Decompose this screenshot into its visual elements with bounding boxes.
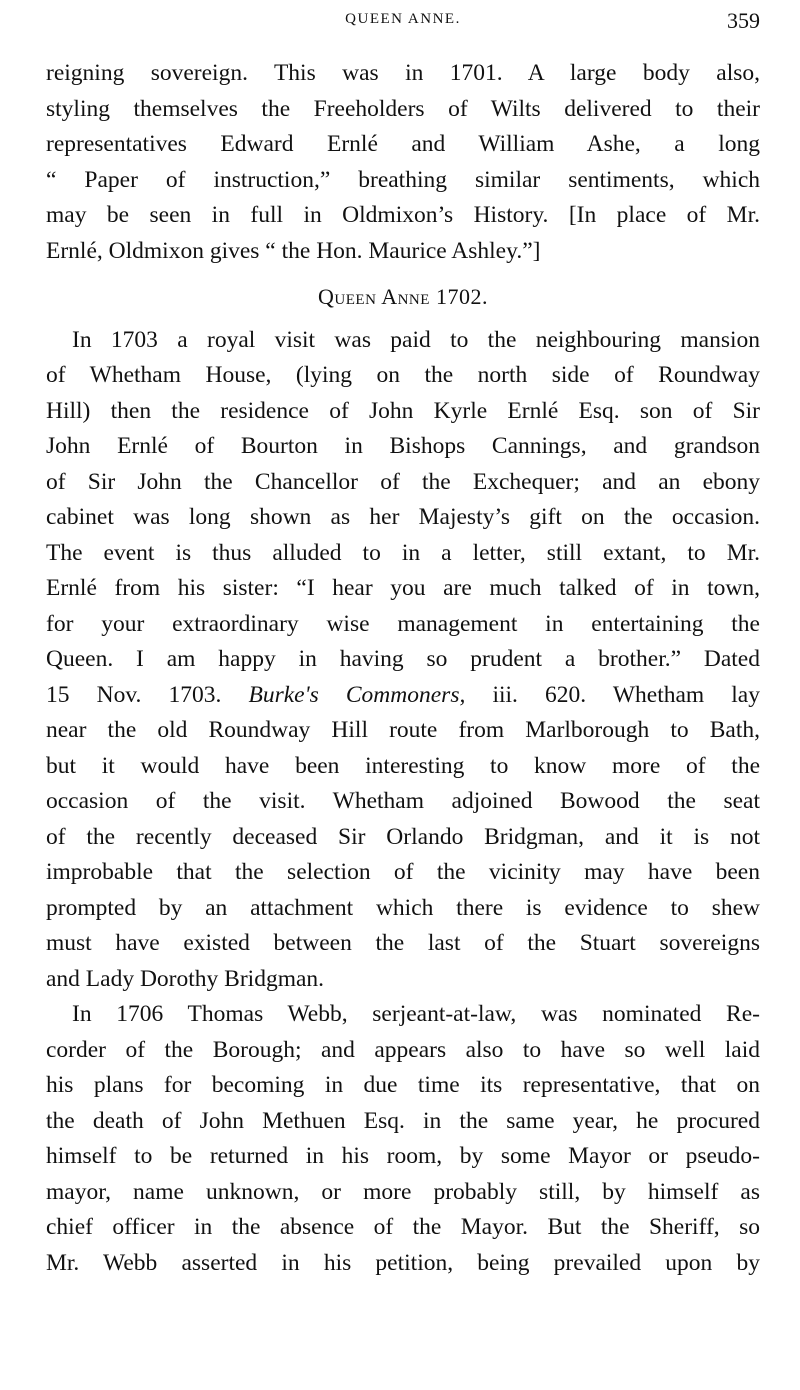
text-line: styling themselves the Freeholders of Wilts delivered to their xyxy=(46,95,760,122)
text-line: Queen. I am happy in having so prudent a brother.” Dated xyxy=(46,646,760,672)
text-line: mayor, name unknown, or more probably still, by himself as xyxy=(46,1178,760,1205)
text-line: and Lady Dorothy Bridgman. xyxy=(46,965,325,992)
text-line: cabinet was long shown as her Majesty’s gift on the occasion. xyxy=(46,504,760,530)
text-line: The event is thus alluded to in a letter, still extant, to Mr. xyxy=(46,539,760,566)
text-line: himself to be returned in his room, by some Mayor or pseudo- xyxy=(46,1143,760,1169)
section-heading-name: Queen Anne xyxy=(318,284,430,309)
text-line: of the recently deceased Sir Orlando Bridgman, and it is not xyxy=(46,823,760,850)
paragraph-royal-visit xyxy=(46,323,760,998)
text-line: “ Paper of instruction,” breathing similar sentiments, which xyxy=(46,166,760,193)
citation-prefix: 15 Nov. 1703. xyxy=(46,681,249,708)
text-line-citation xyxy=(46,678,760,714)
text-line: improbable that the selection of the vicinity may have been xyxy=(46,859,760,885)
text-line: for your extraordinary wise management in entertaining the xyxy=(46,610,760,637)
text-line: near the old Roundway Hill route from Marlborough to Bath, xyxy=(46,717,760,743)
text-line: representatives Edward Ernlé and William Ashe, a long xyxy=(46,131,760,157)
text-line: Ernlé from his sister: “I hear you are much talked of in town, xyxy=(46,575,760,601)
text-line: In 1703 a royal visit was paid to the neighbouring mansion xyxy=(72,326,760,353)
text-line: Ernlé, Oldmixon gives “ the Hon. Maurice Ashley.”] xyxy=(46,237,541,264)
body-text xyxy=(46,56,760,1281)
text-line: of Sir John the Chancellor of the Exchequer; and an ebony xyxy=(46,468,760,495)
text-line: prompted by an attachment which there is evidence to shew xyxy=(46,894,760,921)
citation-title: Burke's Commoners, xyxy=(248,681,466,708)
text-line: his plans for becoming in due time its representative, that on xyxy=(46,1072,760,1098)
text-line: John Ernlé of Bourton in Bishops Cannings, and grandson xyxy=(46,433,760,459)
text-line: the death of John Methuen Esq. in the same year, he procured xyxy=(46,1107,760,1134)
text-line: Mr. Webb asserted in his petition, being prevailed upon by xyxy=(46,1249,760,1276)
text-line: chief officer in the absence of the Mayor. But the Sheriff, so xyxy=(46,1214,760,1240)
text-line: occasion of the visit. Whetham adjoined Bowood the seat xyxy=(46,788,760,814)
text-line: but it would have been interesting to know more of the xyxy=(46,752,760,779)
section-heading xyxy=(46,279,760,315)
running-title: QUEEN ANNE. xyxy=(345,11,461,27)
paragraph-continuation xyxy=(46,56,760,269)
text-line: Hill) then the residence of John Kyrle Ernlé Esq. son of Sir xyxy=(46,397,760,424)
running-head xyxy=(46,8,760,38)
page-number: 359 xyxy=(727,8,760,33)
paragraph-recorder xyxy=(46,997,760,1281)
section-heading-year: 1702. xyxy=(435,284,488,309)
text-line: In 1706 Thomas Webb, serjeant-at-law, was nominated Re- xyxy=(72,1001,760,1027)
text-line: corder of the Borough; and appears also to have so well laid xyxy=(46,1036,760,1063)
text-line: must have existed between the last of the Stuart sovereigns xyxy=(46,930,760,956)
text-line: reigning sovereign. This was in 1701. A large body also, xyxy=(46,60,760,86)
citation-suffix: iii. 620. Whetham lay xyxy=(465,681,760,708)
text-line: may be seen in full in Oldmixon’s History. [In place of Mr. xyxy=(46,202,760,228)
text-line: of Whetham House, (lying on the north side of Roundway xyxy=(46,362,760,388)
